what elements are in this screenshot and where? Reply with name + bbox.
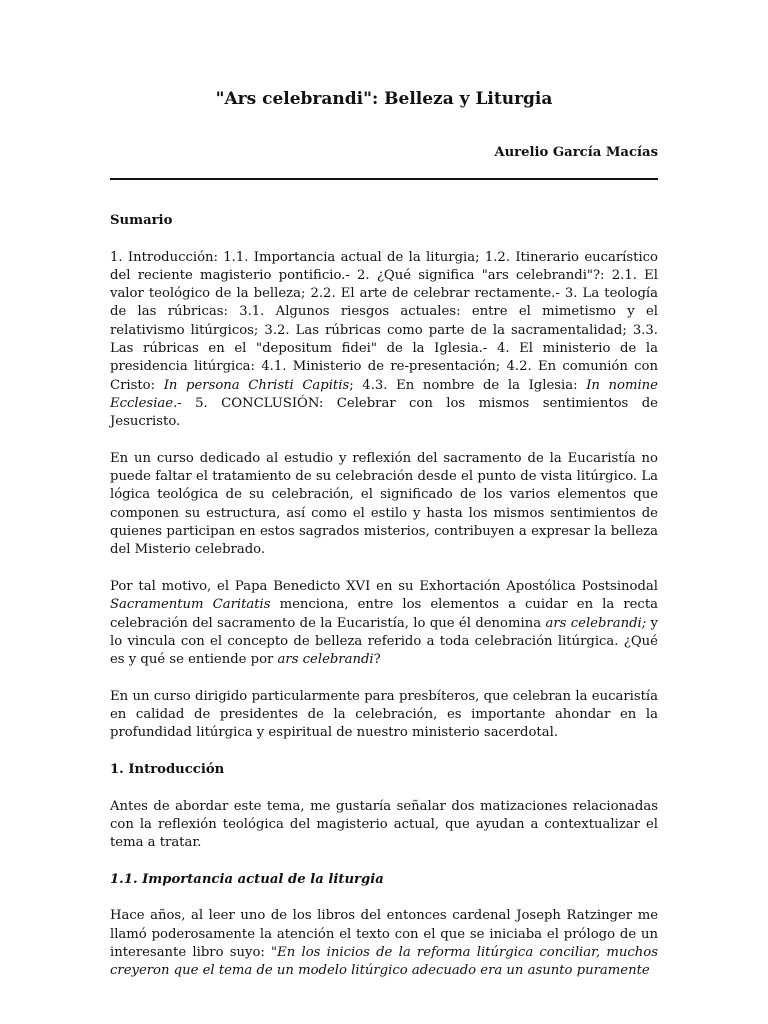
sumario-text: ; 4.3. En nombre de la Iglesia:: [349, 377, 587, 393]
sumario-text: .- 5. CONCLUSIÓN: Celebrar con los mismos sentimientos de Jesucristo.: [110, 395, 658, 430]
intro-paragraph-3: En un curso dirigido particularmente para presbíteros, que celebran la eucaristía en calidad de presidentes de la celebración, es importante ahondar en la profundidad litúrgica y espiritual de nuestro ministerio sacerdotal.: [110, 688, 658, 741]
paragraph-text: Por tal motivo, el Papa Benedicto XVI en su Exhortación Apostólica Postsinodal: [110, 578, 658, 594]
section-1-1-heading: 1.1. Importancia actual de la liturgia: [110, 871, 384, 887]
paragraph-italic: ars celebrandi: [277, 652, 374, 668]
section-1-1-paragraph: [110, 907, 658, 980]
intro-paragraph-2: [110, 578, 658, 669]
paragraph-italic: Sacramentum Caritatis: [110, 597, 271, 613]
paragraph-text: y lo vincula con el concepto de belleza referido a toda celebración litúrgica. ¿Qué es y qué se entiende por: [110, 615, 658, 668]
paragraph-text: menciona, entre los elementos a cuidar en la recta celebración del sacramento de la Eucaristía, lo que él denomina: [110, 597, 658, 631]
section-1-heading: 1. Introducción: [110, 761, 225, 777]
intro-paragraph-1: En un curso dedicado al estudio y reflexión del sacramento de la Eucaristía no puede faltar el tratamiento de su celebración desde el punto de vista litúrgico. La lógica teológica de su celebración, el significado de los varios elementos que componen su estructura, así como el estilo y hasta los mismos sentimientos de quienes participan en estos sagrados misterios, contribuyen a expresar la belleza del Misterio celebrado.: [110, 450, 658, 558]
sumario-heading: Sumario: [110, 213, 173, 228]
paragraph-text: ?: [373, 652, 381, 668]
paragraph-text: Hace años, al leer uno de los libros del entonces cardenal Joseph Ratzinger me llamó poderosamente la atención el texto con el que se iniciaba el prólogo de un interesante libro suyo: ": [110, 908, 658, 960]
sumario-italic: In persona Christi Capitis: [163, 377, 350, 393]
paragraph-italic: ars celebrandi;: [545, 615, 647, 631]
document-title: "Ars celebrandi": Belleza y Liturgia: [215, 89, 553, 109]
title-divider: [110, 178, 658, 180]
section-1-paragraph: Antes de abordar este tema, me gustaría señalar dos matizaciones relacionadas con la reflexión teológica del magisterio actual, que ayudan a contextualizar el tema a tratar.: [110, 798, 658, 851]
paragraph-italic: En los inicios de la reforma litúrgica conciliar, muchos creyeron que el tema de un modelo litúrgico adecuado era un asunto puramente: [110, 944, 658, 979]
author-name: Aurelio García Macías: [494, 145, 658, 160]
sumario-italic: In nomine Ecclesiae: [110, 377, 658, 411]
sumario-paragraph: [110, 249, 658, 432]
document-body: [110, 212, 658, 980]
sumario-text: 1. Introducción: 1.1. Importancia actual de la liturgia; 1.2. Itinerario eucarístico del reciente magisterio pontificio.- 2. ¿Qué significa "ars celebrandi"?: 2.1. El valor teológico de la belleza; 2.2. El arte de celebrar rectamente.- 3. La teología de las rúbricas: 3.1. Algunos riesgos actuales: entre el mimetismo y el relativismo litúrgicos; 3.2. Las rúbricas como parte de la sacramentalidad; 3.3. Las rúbricas en el "depositum fidei" de la Iglesia.- 4. El ministerio de la presidencia litúrgica: 4.1. Ministerio de re-presentación; 4.2. En comunión con Cristo:: [110, 249, 658, 393]
